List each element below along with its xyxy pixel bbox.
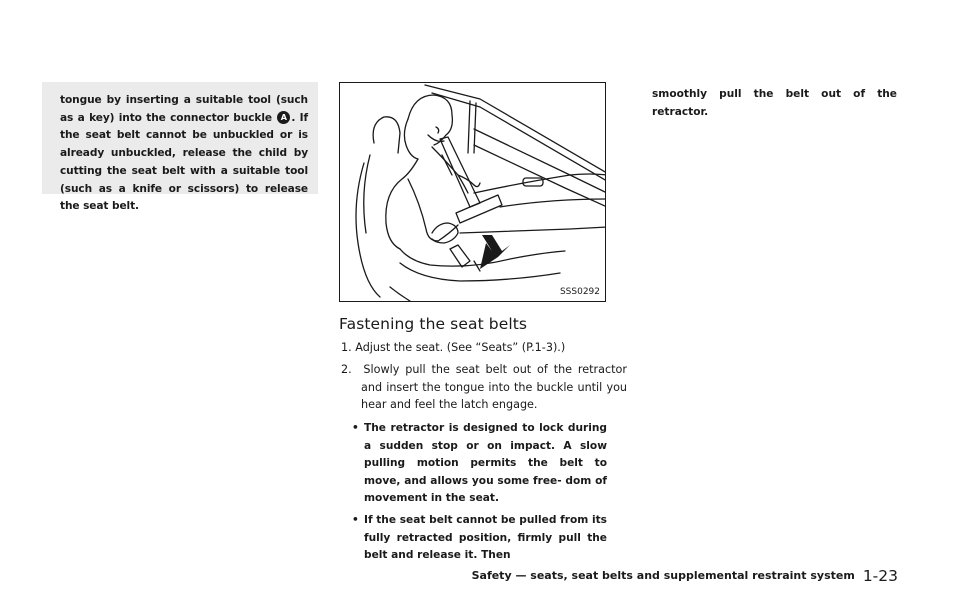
seat-belt-figure bbox=[339, 82, 606, 302]
bullet-item bbox=[352, 420, 607, 508]
step-1 bbox=[341, 339, 607, 357]
figure-code: SSS0292 bbox=[559, 287, 600, 297]
page-number: 1-23 bbox=[862, 567, 898, 585]
bullet-item bbox=[352, 512, 607, 565]
page-footer bbox=[472, 566, 898, 585]
step-2-text: Slowly pull the seat belt out of the retractor and insert the tongue into the buckle until you hear and feel the latch engage. bbox=[361, 363, 627, 412]
bullet-icon: • bbox=[352, 422, 359, 434]
marker-a-icon: A bbox=[277, 111, 290, 124]
warning-text-after: . If the seat belt cannot be unbuckled or is already unbuckled, release the child by cutting the seat belt with a suitable tool (such as a knife or scissors) to release the seat belt. bbox=[60, 111, 309, 213]
bullet-text: The retractor is designed to lock during a sudden stop or on impact. A slow pulling motion permits the belt to move, and allows you some free- dom of movement in the seat. bbox=[364, 422, 607, 505]
section-heading: Fastening the seat belts bbox=[339, 315, 528, 333]
step-1-text: Adjust the seat. (See “Seats” (P.1-3).) bbox=[355, 341, 566, 354]
bullet-list bbox=[352, 420, 607, 569]
step-2 bbox=[341, 361, 627, 414]
person-fastening-seat-belt-illustration bbox=[340, 83, 606, 302]
step-1-number: 1. bbox=[341, 341, 352, 354]
bullet-text: If the seat belt cannot be pulled from its fully retracted position, firmly pull the belt and release it. Then bbox=[364, 513, 607, 562]
step-2-number: 2. bbox=[341, 363, 352, 376]
bullet-icon: • bbox=[352, 513, 359, 526]
warning-text-before: tongue by inserting a suitable tool (such as a key) into the connector buckle bbox=[60, 94, 308, 124]
continuation-text: smoothly pull the belt out of the retractor. bbox=[652, 88, 897, 118]
warning-text bbox=[60, 92, 308, 216]
footer-section-title: Safety — seats, seat belts and supplemental restraint system bbox=[471, 569, 855, 582]
